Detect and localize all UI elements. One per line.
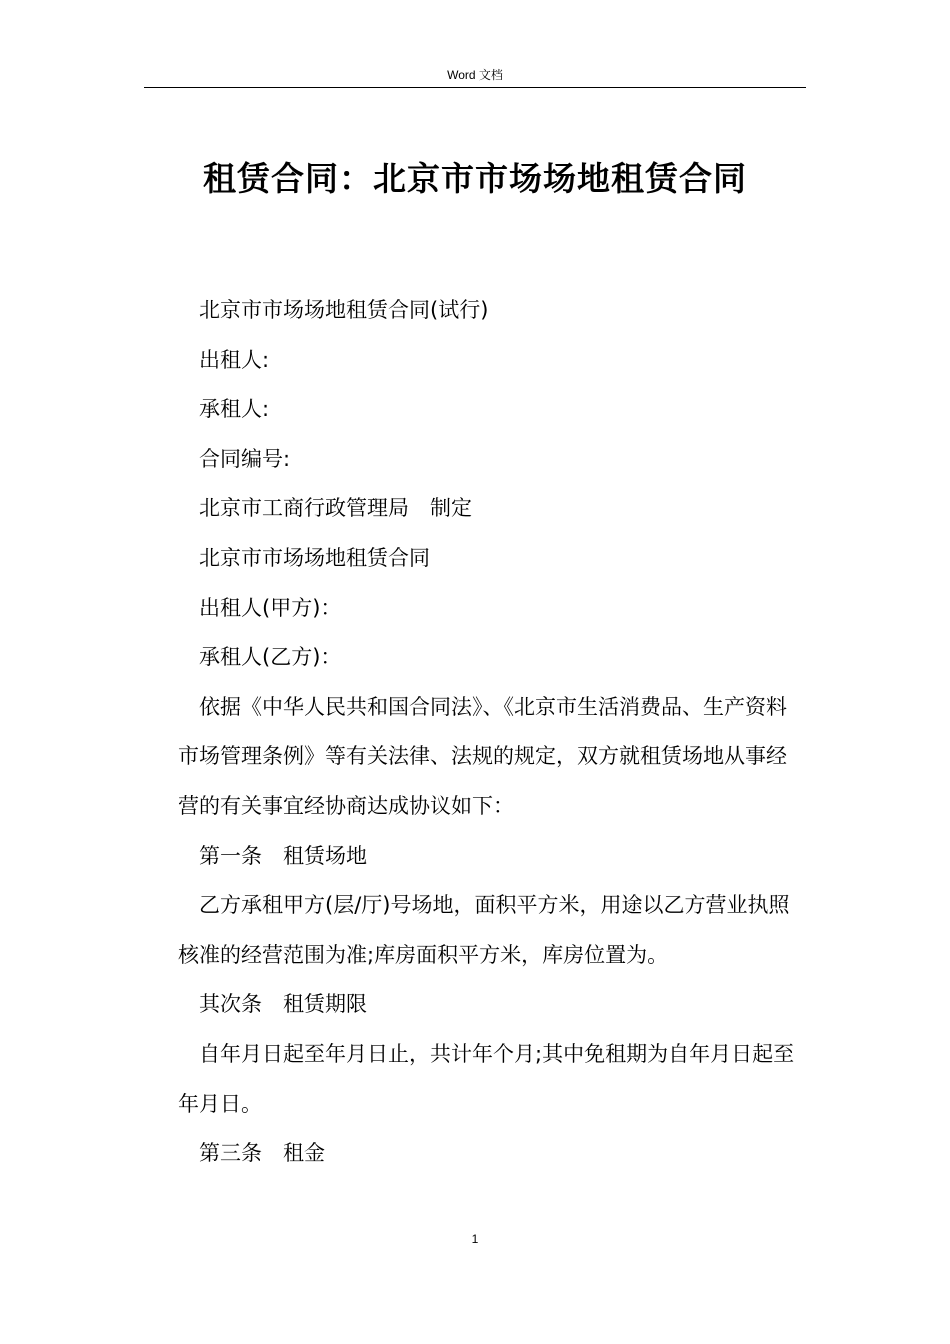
paragraph-contract-name: 北京市市场场地租赁合同 <box>199 545 430 570</box>
page-header-label: Word 文档 <box>447 68 503 82</box>
paragraph-issuer: 北京市工商行政管理局 制定 <box>199 496 472 521</box>
paragraph-article-3-heading: 第三条 租金 <box>199 1141 325 1166</box>
paragraph-article-1-body: 乙方承租甲方(层/厅)号场地，面积平方米，用途以乙方营业执照核准的经营范围为准;库房面积平方米，库房位置为。 <box>178 893 790 967</box>
paragraph-contract-number: 合同编号: <box>199 446 291 471</box>
paragraph-lessee: 承租人: <box>199 397 270 422</box>
paragraph-party-a: 出租人(甲方)： <box>199 595 342 620</box>
page-number: 1 <box>471 1232 479 1246</box>
paragraph-lessor: 出租人: <box>199 347 270 372</box>
paragraph-article-1-heading: 第一条 租赁场地 <box>199 843 367 868</box>
header-divider <box>144 87 806 88</box>
paragraph-article-2-heading: 其次条 租赁期限 <box>199 992 367 1017</box>
document-title: 租赁合同：北京市市场场地租赁合同 <box>203 159 747 198</box>
paragraph-party-b: 承租人(乙方)： <box>199 645 342 670</box>
paragraph-article-2-body: 自年月日起至年月日止，共计年个月;其中免租期为自年月日起至年月日。 <box>178 1041 795 1116</box>
document-body <box>178 286 806 1179</box>
paragraph-preamble: 依据《中华人民共和国合同法》、《北京市生活消费品、生产资料市场管理条例》等有关法律、法规的规定，双方就租赁场地从事经营的有关事宜经协商达成协议如下： <box>178 694 787 818</box>
paragraph-subtitle: 北京市市场场地租赁合同(试行) <box>199 298 489 322</box>
